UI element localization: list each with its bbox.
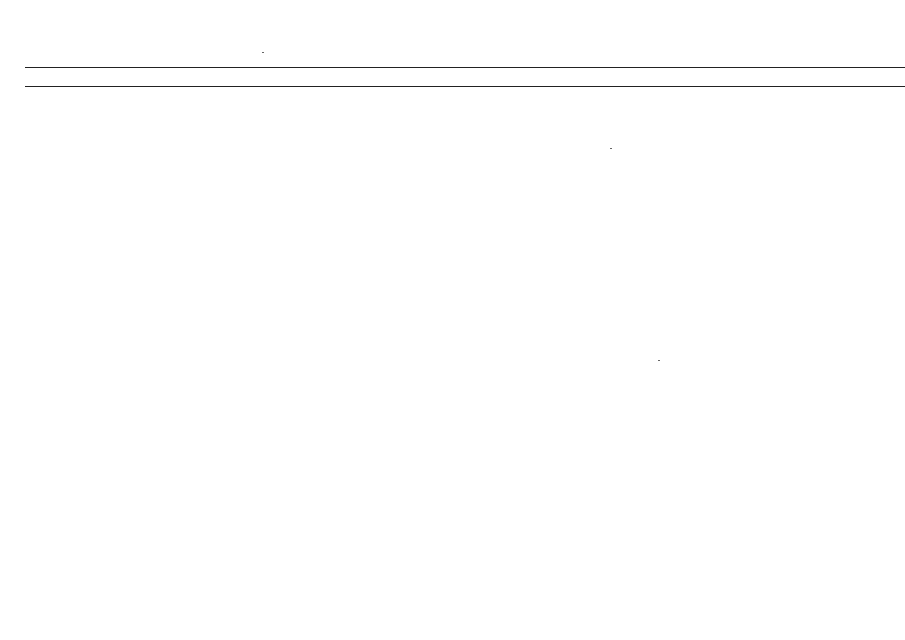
table-header <box>25 67 905 87</box>
scan-dot <box>658 360 660 361</box>
scan-dot <box>610 148 612 149</box>
scan-dot <box>262 52 264 53</box>
